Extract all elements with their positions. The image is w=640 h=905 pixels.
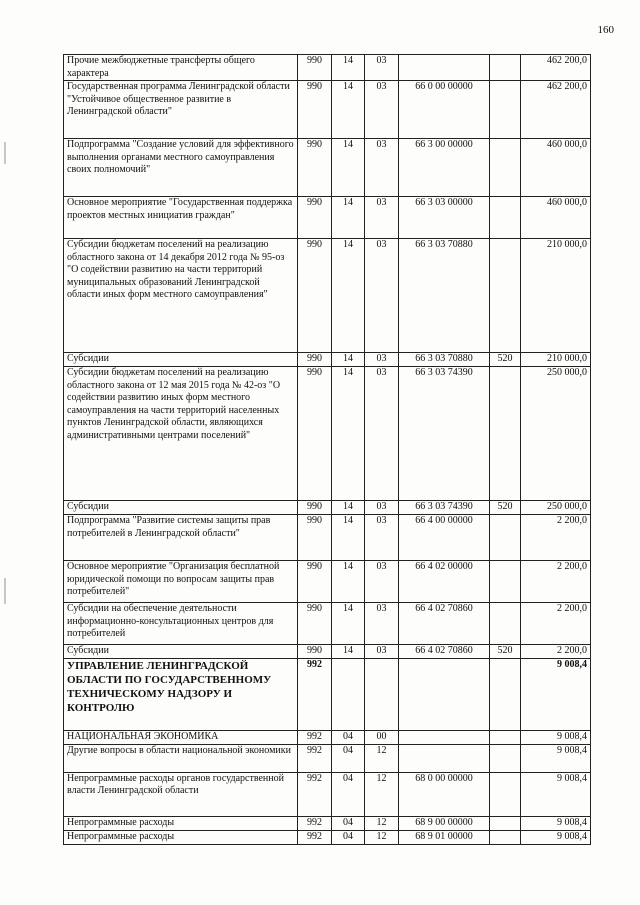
row-expense-type — [490, 772, 521, 816]
row-target-article: 66 3 00 00000 — [399, 139, 490, 197]
row-subsection-code: 12 — [365, 744, 399, 772]
row-name: Прочие межбюджетные трансферты общего характера — [64, 55, 298, 81]
table-row — [64, 501, 591, 515]
row-amount: 2 200,0 — [521, 645, 591, 659]
table-row — [64, 603, 591, 645]
row-ved-code: 990 — [298, 55, 332, 81]
row-target-article: 66 0 00 00000 — [399, 81, 490, 139]
row-subsection-code: 03 — [365, 645, 399, 659]
table-row — [64, 561, 591, 603]
row-section-code: 14 — [332, 603, 365, 645]
row-name: Государственная программа Ленинградской области "Устойчивое общественное развитие в Ленинградской области" — [64, 81, 298, 139]
row-subsection-code: 03 — [365, 55, 399, 81]
row-ved-code: 990 — [298, 561, 332, 603]
row-section-code: 14 — [332, 645, 365, 659]
table-row — [64, 81, 591, 139]
row-ved-code: 990 — [298, 603, 332, 645]
row-target-article: 68 9 01 00000 — [399, 830, 490, 844]
row-name: Субсидии — [64, 353, 298, 367]
row-name: Непрограммные расходы — [64, 830, 298, 844]
row-subsection-code: 03 — [365, 197, 399, 239]
row-amount: 462 200,0 — [521, 55, 591, 81]
row-section-code: 14 — [332, 353, 365, 367]
row-target-article: 66 4 02 70860 — [399, 603, 490, 645]
table-row — [64, 645, 591, 659]
scan-margin-mark — [4, 142, 6, 164]
row-ved-code: 990 — [298, 353, 332, 367]
row-expense-type — [490, 658, 521, 730]
row-subsection-code: 12 — [365, 830, 399, 844]
table-row — [64, 367, 591, 501]
row-ved-code: 990 — [298, 81, 332, 139]
row-section-code — [332, 658, 365, 730]
row-section-code: 14 — [332, 81, 365, 139]
row-amount: 9 008,4 — [521, 772, 591, 816]
row-section-code: 14 — [332, 501, 365, 515]
row-expense-type — [490, 239, 521, 353]
row-section-code: 14 — [332, 367, 365, 501]
row-amount: 9 008,4 — [521, 816, 591, 830]
row-section-code: 04 — [332, 730, 365, 744]
row-target-article: 66 3 03 00000 — [399, 197, 490, 239]
row-section-code: 04 — [332, 816, 365, 830]
row-expense-type — [490, 367, 521, 501]
row-target-article — [399, 730, 490, 744]
row-subsection-code — [365, 658, 399, 730]
row-target-article: 66 3 03 74390 — [399, 367, 490, 501]
table-row — [64, 239, 591, 353]
row-name: Подпрограмма "Создание условий для эффективного выполнения органами местного самоуправления своих полномочий" — [64, 139, 298, 197]
row-expense-type — [490, 81, 521, 139]
row-name: Субсидии на обеспечение деятельности информационно-консультационных центров для потребителей — [64, 603, 298, 645]
row-amount: 462 200,0 — [521, 81, 591, 139]
row-ved-code: 990 — [298, 139, 332, 197]
row-name: Непрограммные расходы — [64, 816, 298, 830]
row-name: Основное мероприятие "Государственная поддержка проектов местных инициатив граждан" — [64, 197, 298, 239]
row-target-article: 66 4 02 70860 — [399, 645, 490, 659]
row-expense-type — [490, 197, 521, 239]
table-row — [64, 353, 591, 367]
row-name: НАЦИОНАЛЬНАЯ ЭКОНОМИКА — [64, 730, 298, 744]
row-expense-type — [490, 561, 521, 603]
row-section-code: 14 — [332, 197, 365, 239]
row-section-code: 14 — [332, 561, 365, 603]
row-subsection-code: 03 — [365, 515, 399, 561]
row-name: Основное мероприятие "Организация бесплатной юридической помощи по вопросам защиты прав потребителей" — [64, 561, 298, 603]
row-amount: 2 200,0 — [521, 515, 591, 561]
row-subsection-code: 12 — [365, 816, 399, 830]
row-amount: 210 000,0 — [521, 239, 591, 353]
row-subsection-code: 03 — [365, 81, 399, 139]
table-row — [64, 658, 591, 730]
row-expense-type: 520 — [490, 501, 521, 515]
row-section-code: 04 — [332, 830, 365, 844]
row-section-code: 14 — [332, 55, 365, 81]
row-amount: 9 008,4 — [521, 730, 591, 744]
row-expense-type — [490, 603, 521, 645]
row-ved-code: 990 — [298, 239, 332, 353]
row-expense-type — [490, 730, 521, 744]
table-row — [64, 515, 591, 561]
row-section-code: 14 — [332, 515, 365, 561]
row-subsection-code: 03 — [365, 367, 399, 501]
row-name: Непрограммные расходы органов государственной власти Ленинградской области — [64, 772, 298, 816]
row-subsection-code: 03 — [365, 603, 399, 645]
table-row — [64, 744, 591, 772]
table-row — [64, 139, 591, 197]
row-target-article: 68 9 00 00000 — [399, 816, 490, 830]
table-row — [64, 772, 591, 816]
row-amount: 250 000,0 — [521, 367, 591, 501]
row-expense-type — [490, 830, 521, 844]
scan-margin-mark — [4, 578, 6, 604]
row-section-code: 14 — [332, 239, 365, 353]
row-expense-type — [490, 139, 521, 197]
table-row — [64, 197, 591, 239]
row-ved-code: 990 — [298, 197, 332, 239]
row-target-article: 66 3 03 70880 — [399, 239, 490, 353]
row-name: Субсидии — [64, 645, 298, 659]
row-amount: 2 200,0 — [521, 603, 591, 645]
row-expense-type: 520 — [490, 645, 521, 659]
table-row — [64, 730, 591, 744]
row-ved-code: 990 — [298, 367, 332, 501]
row-expense-type — [490, 55, 521, 81]
row-amount: 250 000,0 — [521, 501, 591, 515]
row-name: Субсидии — [64, 501, 298, 515]
row-name: Субсидии бюджетам поселений на реализацию областного закона от 14 декабря 2012 года № 95-оз "О содействии развитию на части территорий муниципальных образований Ленинградской области иных форм местного самоуправления" — [64, 239, 298, 353]
row-amount: 9 008,4 — [521, 744, 591, 772]
row-subsection-code: 03 — [365, 561, 399, 603]
table-row — [64, 55, 591, 81]
row-section-code: 04 — [332, 744, 365, 772]
row-expense-type — [490, 816, 521, 830]
row-amount: 9 008,4 — [521, 658, 591, 730]
row-ved-code: 990 — [298, 501, 332, 515]
row-subsection-code: 03 — [365, 239, 399, 353]
row-target-article: 68 0 00 00000 — [399, 772, 490, 816]
row-subsection-code: 03 — [365, 501, 399, 515]
row-section-code: 14 — [332, 139, 365, 197]
row-subsection-code: 03 — [365, 139, 399, 197]
row-ved-code: 990 — [298, 645, 332, 659]
row-target-article: 66 4 02 00000 — [399, 561, 490, 603]
row-target-article — [399, 658, 490, 730]
row-ved-code: 992 — [298, 830, 332, 844]
row-amount: 2 200,0 — [521, 561, 591, 603]
row-target-article — [399, 55, 490, 81]
row-name: УПРАВЛЕНИЕ ЛЕНИНГРАДСКОЙ ОБЛАСТИ ПО ГОСУДАРСТВЕННОМУ ТЕХНИЧЕСКОМУ НАДЗОРУ И КОНТРОЛЮ — [64, 658, 298, 730]
row-target-article: 66 4 00 00000 — [399, 515, 490, 561]
row-ved-code: 990 — [298, 515, 332, 561]
table-row — [64, 816, 591, 830]
row-amount: 9 008,4 — [521, 830, 591, 844]
row-amount: 460 000,0 — [521, 139, 591, 197]
row-target-article — [399, 744, 490, 772]
row-ved-code: 992 — [298, 658, 332, 730]
row-expense-type — [490, 744, 521, 772]
row-amount: 210 000,0 — [521, 353, 591, 367]
budget-table-body — [64, 55, 591, 845]
budget-table — [63, 54, 591, 845]
row-amount: 460 000,0 — [521, 197, 591, 239]
row-expense-type: 520 — [490, 353, 521, 367]
row-target-article: 66 3 03 70880 — [399, 353, 490, 367]
row-subsection-code: 12 — [365, 772, 399, 816]
table-row — [64, 830, 591, 844]
row-name: Подпрограмма "Развитие системы защиты прав потребителей в Ленинградской области" — [64, 515, 298, 561]
row-name: Другие вопросы в области национальной экономики — [64, 744, 298, 772]
row-section-code: 04 — [332, 772, 365, 816]
row-expense-type — [490, 515, 521, 561]
row-ved-code: 992 — [298, 744, 332, 772]
row-target-article: 66 3 03 74390 — [399, 501, 490, 515]
row-subsection-code: 00 — [365, 730, 399, 744]
row-subsection-code: 03 — [365, 353, 399, 367]
row-name: Субсидии бюджетам поселений на реализацию областного закона от 12 мая 2015 года № 42-оз "О содействии развитию иных форм местного самоуправления на части территорий населенных пунктов Ленинградской области, являющихся административными центрами поселений" — [64, 367, 298, 501]
row-ved-code: 992 — [298, 772, 332, 816]
page-number: 160 — [597, 24, 614, 36]
row-ved-code: 992 — [298, 816, 332, 830]
row-ved-code: 992 — [298, 730, 332, 744]
